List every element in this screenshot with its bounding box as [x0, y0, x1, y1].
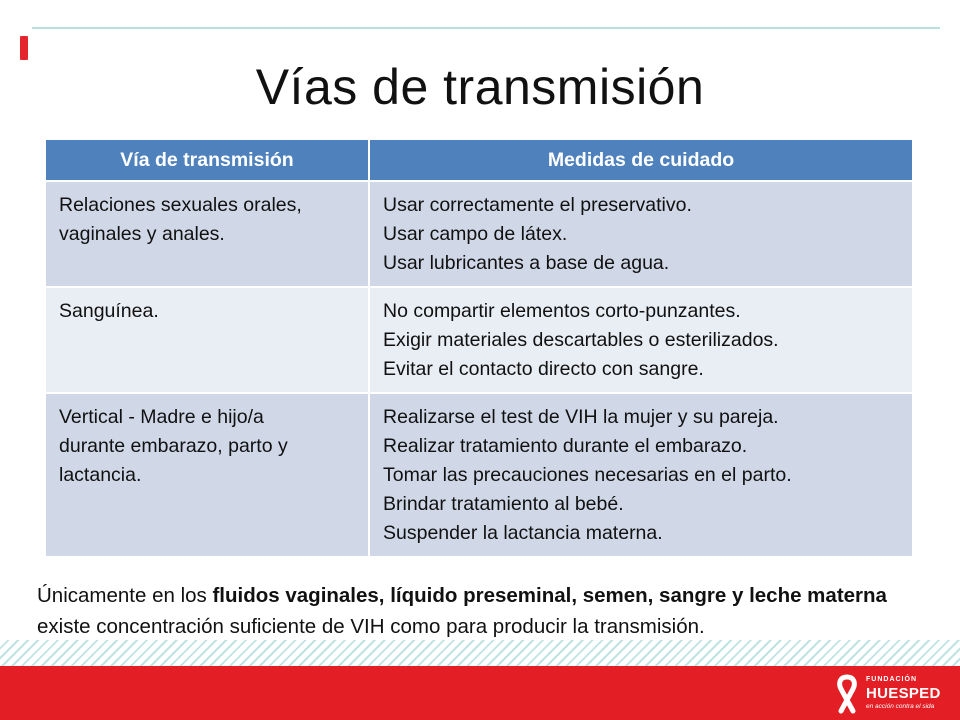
- transmission-table: [46, 140, 912, 556]
- cell-line: vaginales y anales.: [59, 223, 225, 245]
- slide-title: Vías de transmisión: [255, 59, 705, 115]
- cell-line: Usar correctamente el preservativo.: [383, 194, 692, 216]
- cell-line: Usar lubricantes a base de agua.: [383, 252, 670, 274]
- cell-line: Sanguínea.: [59, 300, 159, 322]
- footnote-paragraph: [37, 580, 937, 642]
- header-via: Vía de transmisión: [46, 140, 369, 181]
- logo-name: HUESPED: [866, 685, 941, 702]
- hatched-band: [0, 640, 960, 666]
- footnote-bold: fluidos vaginales, líquido preseminal, semen, sangre y leche materna: [212, 584, 887, 607]
- table-row: [46, 287, 912, 393]
- via-cell: [46, 181, 369, 287]
- footer-bar: [0, 666, 960, 720]
- logo-small-text: FUNDACIÓN: [866, 676, 917, 683]
- cell-line: durante embarazo, parto y: [59, 435, 288, 457]
- cell-line: Exigir materiales descartables o esterilizados.: [383, 329, 779, 351]
- cell-line: No compartir elementos corto-punzantes.: [383, 300, 741, 322]
- cell-line: Vertical - Madre e hijo/a: [59, 406, 264, 428]
- medidas-cell: [369, 287, 912, 393]
- cell-line: Tomar las precauciones necesarias en el parto.: [383, 464, 792, 486]
- cell-line: Suspender la lactancia materna.: [383, 522, 663, 544]
- table-row: [46, 393, 912, 556]
- red-accent-mark: [20, 36, 28, 60]
- cell-line: Realizarse el test de VIH la mujer y su pareja.: [383, 406, 779, 428]
- medidas-cell: [369, 393, 912, 556]
- via-cell: [46, 393, 369, 556]
- top-decorative-rule: [32, 27, 940, 29]
- cell-line: Evitar el contacto directo con sangre.: [383, 358, 704, 380]
- cell-line: Brindar tratamiento al bebé.: [383, 493, 624, 515]
- table-row: [46, 181, 912, 287]
- cell-line: Relaciones sexuales orales,: [59, 194, 302, 216]
- red-ribbon-icon: [832, 674, 862, 714]
- table-header-row: [46, 140, 912, 181]
- logo-tagline: en acción contra el sida: [866, 703, 935, 710]
- header-medidas: Medidas de cuidado: [369, 140, 912, 181]
- footnote-suffix: existe concentración suficiente de VIH como para producir la transmisión.: [37, 615, 705, 638]
- medidas-cell: [369, 181, 912, 287]
- via-cell: [46, 287, 369, 393]
- footnote-prefix: Únicamente en los: [37, 584, 213, 607]
- fundacion-huesped-logo: [832, 672, 942, 716]
- cell-line: Realizar tratamiento durante el embarazo.: [383, 435, 748, 457]
- cell-line: Usar campo de látex.: [383, 223, 568, 245]
- cell-line: lactancia.: [59, 464, 142, 486]
